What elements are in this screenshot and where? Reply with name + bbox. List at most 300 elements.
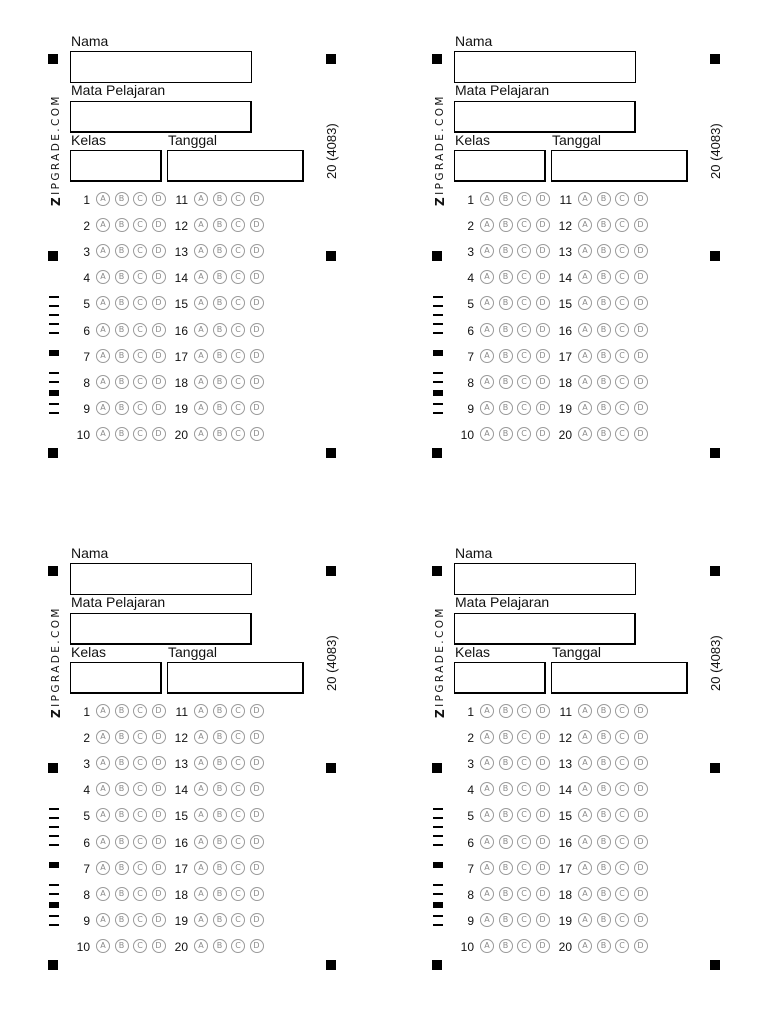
- answer-bubble-a[interactable]: A: [578, 835, 592, 849]
- answer-bubble-d[interactable]: D: [250, 427, 264, 441]
- answer-bubble-a[interactable]: A: [578, 808, 592, 822]
- answer-bubble-b[interactable]: B: [597, 349, 611, 363]
- answer-bubble-d[interactable]: D: [152, 887, 166, 901]
- answer-bubble-c[interactable]: C: [133, 756, 147, 770]
- answer-bubble-c[interactable]: C: [231, 808, 245, 822]
- answer-bubble-d[interactable]: D: [634, 375, 648, 389]
- answer-bubble-d[interactable]: D: [634, 782, 648, 796]
- answer-bubble-a[interactable]: A: [194, 427, 208, 441]
- answer-bubble-b[interactable]: B: [499, 375, 513, 389]
- answer-bubble-b[interactable]: B: [597, 808, 611, 822]
- answer-bubble-a[interactable]: A: [96, 835, 110, 849]
- answer-bubble-b[interactable]: B: [213, 401, 227, 415]
- answer-bubble-b[interactable]: B: [213, 323, 227, 337]
- answer-bubble-b[interactable]: B: [115, 782, 129, 796]
- answer-bubble-b[interactable]: B: [115, 244, 129, 258]
- answer-bubble-b[interactable]: B: [213, 192, 227, 206]
- answer-bubble-d[interactable]: D: [634, 887, 648, 901]
- answer-bubble-d[interactable]: D: [152, 349, 166, 363]
- answer-bubble-d[interactable]: D: [536, 835, 550, 849]
- answer-bubble-d[interactable]: D: [634, 808, 648, 822]
- answer-bubble-d[interactable]: D: [250, 323, 264, 337]
- answer-bubble-b[interactable]: B: [213, 939, 227, 953]
- answer-bubble-c[interactable]: C: [231, 704, 245, 718]
- answer-bubble-c[interactable]: C: [133, 427, 147, 441]
- answer-bubble-d[interactable]: D: [634, 835, 648, 849]
- answer-bubble-c[interactable]: C: [615, 808, 629, 822]
- answer-bubble-c[interactable]: C: [517, 756, 531, 770]
- answer-bubble-a[interactable]: A: [194, 782, 208, 796]
- answer-bubble-b[interactable]: B: [115, 427, 129, 441]
- answer-bubble-d[interactable]: D: [250, 704, 264, 718]
- answer-bubble-b[interactable]: B: [213, 270, 227, 284]
- answer-bubble-a[interactable]: A: [480, 887, 494, 901]
- answer-bubble-b[interactable]: B: [499, 704, 513, 718]
- answer-bubble-d[interactable]: D: [250, 192, 264, 206]
- answer-bubble-d[interactable]: D: [152, 756, 166, 770]
- answer-bubble-c[interactable]: C: [517, 939, 531, 953]
- answer-bubble-b[interactable]: B: [499, 218, 513, 232]
- answer-bubble-a[interactable]: A: [96, 218, 110, 232]
- answer-bubble-d[interactable]: D: [634, 704, 648, 718]
- answer-bubble-a[interactable]: A: [194, 939, 208, 953]
- answer-bubble-c[interactable]: C: [517, 835, 531, 849]
- answer-bubble-d[interactable]: D: [250, 887, 264, 901]
- answer-bubble-a[interactable]: A: [194, 808, 208, 822]
- answer-bubble-a[interactable]: A: [578, 296, 592, 310]
- answer-bubble-c[interactable]: C: [615, 704, 629, 718]
- answer-bubble-c[interactable]: C: [517, 401, 531, 415]
- answer-bubble-a[interactable]: A: [578, 939, 592, 953]
- answer-bubble-a[interactable]: A: [96, 704, 110, 718]
- answer-bubble-c[interactable]: C: [615, 887, 629, 901]
- answer-bubble-b[interactable]: B: [597, 756, 611, 770]
- answer-bubble-a[interactable]: A: [480, 730, 494, 744]
- answer-bubble-b[interactable]: B: [499, 887, 513, 901]
- answer-bubble-d[interactable]: D: [250, 808, 264, 822]
- answer-bubble-a[interactable]: A: [96, 913, 110, 927]
- answer-bubble-b[interactable]: B: [213, 218, 227, 232]
- answer-bubble-a[interactable]: A: [194, 861, 208, 875]
- answer-bubble-c[interactable]: C: [615, 730, 629, 744]
- answer-bubble-d[interactable]: D: [634, 296, 648, 310]
- answer-bubble-c[interactable]: C: [133, 270, 147, 284]
- answer-bubble-c[interactable]: C: [231, 835, 245, 849]
- answer-bubble-a[interactable]: A: [194, 244, 208, 258]
- answer-bubble-d[interactable]: D: [634, 427, 648, 441]
- answer-bubble-b[interactable]: B: [597, 323, 611, 337]
- subject-field[interactable]: [454, 101, 636, 133]
- answer-bubble-a[interactable]: A: [578, 218, 592, 232]
- answer-bubble-a[interactable]: A: [194, 218, 208, 232]
- answer-bubble-c[interactable]: C: [133, 349, 147, 363]
- answer-bubble-a[interactable]: A: [578, 244, 592, 258]
- answer-bubble-d[interactable]: D: [536, 756, 550, 770]
- answer-bubble-b[interactable]: B: [213, 704, 227, 718]
- answer-bubble-d[interactable]: D: [250, 913, 264, 927]
- answer-bubble-c[interactable]: C: [615, 270, 629, 284]
- answer-bubble-a[interactable]: A: [480, 939, 494, 953]
- answer-bubble-d[interactable]: D: [152, 861, 166, 875]
- answer-bubble-b[interactable]: B: [499, 808, 513, 822]
- answer-bubble-c[interactable]: C: [133, 704, 147, 718]
- answer-bubble-c[interactable]: C: [615, 401, 629, 415]
- answer-bubble-d[interactable]: D: [536, 939, 550, 953]
- answer-bubble-b[interactable]: B: [213, 861, 227, 875]
- answer-bubble-b[interactable]: B: [597, 375, 611, 389]
- answer-bubble-a[interactable]: A: [96, 427, 110, 441]
- answer-bubble-a[interactable]: A: [578, 782, 592, 796]
- answer-bubble-d[interactable]: D: [250, 861, 264, 875]
- answer-bubble-b[interactable]: B: [597, 835, 611, 849]
- answer-bubble-b[interactable]: B: [213, 244, 227, 258]
- answer-bubble-d[interactable]: D: [634, 913, 648, 927]
- answer-bubble-c[interactable]: C: [231, 401, 245, 415]
- answer-bubble-a[interactable]: A: [578, 913, 592, 927]
- answer-bubble-a[interactable]: A: [578, 861, 592, 875]
- answer-bubble-c[interactable]: C: [133, 218, 147, 232]
- answer-bubble-b[interactable]: B: [597, 704, 611, 718]
- answer-bubble-c[interactable]: C: [133, 192, 147, 206]
- answer-bubble-b[interactable]: B: [499, 756, 513, 770]
- answer-bubble-a[interactable]: A: [96, 808, 110, 822]
- answer-bubble-d[interactable]: D: [536, 244, 550, 258]
- answer-bubble-a[interactable]: A: [578, 192, 592, 206]
- name-field[interactable]: [454, 51, 636, 83]
- answer-bubble-b[interactable]: B: [115, 349, 129, 363]
- answer-bubble-c[interactable]: C: [231, 939, 245, 953]
- answer-bubble-c[interactable]: C: [517, 704, 531, 718]
- answer-bubble-a[interactable]: A: [480, 808, 494, 822]
- answer-bubble-d[interactable]: D: [634, 756, 648, 770]
- answer-bubble-d[interactable]: D: [634, 270, 648, 284]
- answer-bubble-d[interactable]: D: [250, 756, 264, 770]
- answer-bubble-a[interactable]: A: [194, 756, 208, 770]
- answer-bubble-b[interactable]: B: [597, 939, 611, 953]
- class-field[interactable]: [454, 662, 546, 694]
- answer-bubble-d[interactable]: D: [152, 913, 166, 927]
- answer-bubble-a[interactable]: A: [96, 939, 110, 953]
- answer-bubble-d[interactable]: D: [634, 244, 648, 258]
- answer-bubble-c[interactable]: C: [517, 323, 531, 337]
- answer-bubble-b[interactable]: B: [213, 349, 227, 363]
- answer-bubble-a[interactable]: A: [194, 401, 208, 415]
- answer-bubble-c[interactable]: C: [133, 296, 147, 310]
- answer-bubble-d[interactable]: D: [634, 218, 648, 232]
- answer-bubble-c[interactable]: C: [133, 913, 147, 927]
- answer-bubble-a[interactable]: A: [96, 296, 110, 310]
- answer-bubble-d[interactable]: D: [634, 401, 648, 415]
- answer-bubble-b[interactable]: B: [499, 192, 513, 206]
- answer-bubble-b[interactable]: B: [597, 861, 611, 875]
- answer-bubble-d[interactable]: D: [536, 704, 550, 718]
- answer-bubble-a[interactable]: A: [480, 704, 494, 718]
- answer-bubble-b[interactable]: B: [115, 808, 129, 822]
- answer-bubble-d[interactable]: D: [536, 808, 550, 822]
- answer-bubble-a[interactable]: A: [480, 218, 494, 232]
- answer-bubble-a[interactable]: A: [194, 323, 208, 337]
- answer-bubble-a[interactable]: A: [194, 296, 208, 310]
- answer-bubble-b[interactable]: B: [499, 939, 513, 953]
- answer-bubble-a[interactable]: A: [480, 192, 494, 206]
- answer-bubble-c[interactable]: C: [231, 730, 245, 744]
- name-field[interactable]: [70, 563, 252, 595]
- answer-bubble-d[interactable]: D: [152, 782, 166, 796]
- answer-bubble-c[interactable]: C: [133, 375, 147, 389]
- answer-bubble-d[interactable]: D: [536, 887, 550, 901]
- date-field[interactable]: [551, 662, 688, 694]
- answer-bubble-b[interactable]: B: [213, 808, 227, 822]
- answer-bubble-d[interactable]: D: [152, 808, 166, 822]
- answer-bubble-b[interactable]: B: [499, 913, 513, 927]
- answer-bubble-a[interactable]: A: [96, 375, 110, 389]
- answer-bubble-d[interactable]: D: [152, 323, 166, 337]
- answer-bubble-d[interactable]: D: [152, 192, 166, 206]
- subject-field[interactable]: [70, 101, 252, 133]
- answer-bubble-b[interactable]: B: [597, 244, 611, 258]
- answer-bubble-a[interactable]: A: [194, 704, 208, 718]
- answer-bubble-c[interactable]: C: [517, 427, 531, 441]
- answer-bubble-c[interactable]: C: [517, 913, 531, 927]
- answer-bubble-b[interactable]: B: [115, 939, 129, 953]
- answer-bubble-a[interactable]: A: [480, 375, 494, 389]
- answer-bubble-a[interactable]: A: [96, 244, 110, 258]
- answer-bubble-b[interactable]: B: [213, 913, 227, 927]
- answer-bubble-b[interactable]: B: [115, 756, 129, 770]
- answer-bubble-d[interactable]: D: [536, 730, 550, 744]
- date-field[interactable]: [167, 150, 304, 182]
- answer-bubble-c[interactable]: C: [615, 756, 629, 770]
- answer-bubble-a[interactable]: A: [480, 244, 494, 258]
- answer-bubble-d[interactable]: D: [250, 244, 264, 258]
- answer-bubble-b[interactable]: B: [597, 270, 611, 284]
- answer-bubble-c[interactable]: C: [133, 808, 147, 822]
- answer-bubble-b[interactable]: B: [499, 323, 513, 337]
- date-field[interactable]: [551, 150, 688, 182]
- answer-bubble-a[interactable]: A: [194, 192, 208, 206]
- answer-bubble-a[interactable]: A: [194, 375, 208, 389]
- answer-bubble-b[interactable]: B: [597, 730, 611, 744]
- answer-bubble-b[interactable]: B: [213, 427, 227, 441]
- subject-field[interactable]: [454, 613, 636, 645]
- answer-bubble-c[interactable]: C: [615, 427, 629, 441]
- answer-bubble-c[interactable]: C: [615, 296, 629, 310]
- answer-bubble-b[interactable]: B: [213, 296, 227, 310]
- answer-bubble-a[interactable]: A: [96, 887, 110, 901]
- answer-bubble-b[interactable]: B: [499, 861, 513, 875]
- answer-bubble-d[interactable]: D: [250, 401, 264, 415]
- answer-bubble-c[interactable]: C: [517, 270, 531, 284]
- answer-bubble-c[interactable]: C: [517, 861, 531, 875]
- answer-bubble-d[interactable]: D: [152, 939, 166, 953]
- answer-bubble-d[interactable]: D: [536, 270, 550, 284]
- answer-bubble-d[interactable]: D: [536, 296, 550, 310]
- answer-bubble-b[interactable]: B: [115, 835, 129, 849]
- answer-bubble-d[interactable]: D: [152, 730, 166, 744]
- answer-bubble-a[interactable]: A: [96, 756, 110, 770]
- answer-bubble-b[interactable]: B: [499, 244, 513, 258]
- answer-bubble-b[interactable]: B: [597, 782, 611, 796]
- answer-bubble-b[interactable]: B: [499, 270, 513, 284]
- answer-bubble-c[interactable]: C: [231, 218, 245, 232]
- answer-bubble-a[interactable]: A: [96, 270, 110, 284]
- answer-bubble-c[interactable]: C: [133, 782, 147, 796]
- answer-bubble-d[interactable]: D: [536, 375, 550, 389]
- answer-bubble-c[interactable]: C: [231, 323, 245, 337]
- answer-bubble-b[interactable]: B: [115, 296, 129, 310]
- answer-bubble-a[interactable]: A: [194, 270, 208, 284]
- name-field[interactable]: [70, 51, 252, 83]
- answer-bubble-c[interactable]: C: [517, 296, 531, 310]
- answer-bubble-a[interactable]: A: [578, 323, 592, 337]
- answer-bubble-d[interactable]: D: [536, 401, 550, 415]
- answer-bubble-b[interactable]: B: [597, 296, 611, 310]
- answer-bubble-c[interactable]: C: [133, 730, 147, 744]
- class-field[interactable]: [70, 662, 162, 694]
- answer-bubble-d[interactable]: D: [536, 349, 550, 363]
- answer-bubble-b[interactable]: B: [499, 401, 513, 415]
- answer-bubble-d[interactable]: D: [152, 427, 166, 441]
- answer-bubble-b[interactable]: B: [115, 218, 129, 232]
- answer-bubble-b[interactable]: B: [115, 913, 129, 927]
- answer-bubble-c[interactable]: C: [133, 861, 147, 875]
- answer-bubble-d[interactable]: D: [634, 730, 648, 744]
- answer-bubble-c[interactable]: C: [231, 244, 245, 258]
- answer-bubble-d[interactable]: D: [634, 861, 648, 875]
- answer-bubble-c[interactable]: C: [231, 913, 245, 927]
- answer-bubble-a[interactable]: A: [96, 349, 110, 363]
- answer-bubble-c[interactable]: C: [133, 401, 147, 415]
- answer-bubble-a[interactable]: A: [194, 887, 208, 901]
- answer-bubble-c[interactable]: C: [133, 887, 147, 901]
- answer-bubble-c[interactable]: C: [517, 808, 531, 822]
- class-field[interactable]: [454, 150, 546, 182]
- answer-bubble-c[interactable]: C: [615, 375, 629, 389]
- answer-bubble-b[interactable]: B: [115, 730, 129, 744]
- answer-bubble-d[interactable]: D: [152, 401, 166, 415]
- answer-bubble-d[interactable]: D: [152, 835, 166, 849]
- answer-bubble-b[interactable]: B: [499, 296, 513, 310]
- answer-bubble-a[interactable]: A: [480, 782, 494, 796]
- answer-bubble-c[interactable]: C: [517, 782, 531, 796]
- answer-bubble-c[interactable]: C: [615, 192, 629, 206]
- answer-bubble-b[interactable]: B: [115, 887, 129, 901]
- answer-bubble-b[interactable]: B: [597, 192, 611, 206]
- answer-bubble-a[interactable]: A: [194, 730, 208, 744]
- answer-bubble-b[interactable]: B: [597, 427, 611, 441]
- answer-bubble-c[interactable]: C: [615, 323, 629, 337]
- answer-bubble-a[interactable]: A: [578, 270, 592, 284]
- answer-bubble-b[interactable]: B: [499, 349, 513, 363]
- date-field[interactable]: [167, 662, 304, 694]
- answer-bubble-c[interactable]: C: [615, 913, 629, 927]
- answer-bubble-a[interactable]: A: [96, 401, 110, 415]
- answer-bubble-a[interactable]: A: [578, 730, 592, 744]
- answer-bubble-c[interactable]: C: [231, 756, 245, 770]
- answer-bubble-d[interactable]: D: [536, 192, 550, 206]
- answer-bubble-c[interactable]: C: [231, 782, 245, 796]
- answer-bubble-a[interactable]: A: [578, 427, 592, 441]
- answer-bubble-b[interactable]: B: [213, 835, 227, 849]
- answer-bubble-b[interactable]: B: [597, 218, 611, 232]
- answer-bubble-c[interactable]: C: [615, 861, 629, 875]
- subject-field[interactable]: [70, 613, 252, 645]
- answer-bubble-b[interactable]: B: [213, 756, 227, 770]
- answer-bubble-a[interactable]: A: [194, 349, 208, 363]
- answer-bubble-d[interactable]: D: [634, 939, 648, 953]
- answer-bubble-a[interactable]: A: [578, 704, 592, 718]
- answer-bubble-c[interactable]: C: [133, 323, 147, 337]
- answer-bubble-d[interactable]: D: [536, 323, 550, 337]
- answer-bubble-b[interactable]: B: [213, 782, 227, 796]
- answer-bubble-b[interactable]: B: [213, 887, 227, 901]
- answer-bubble-b[interactable]: B: [115, 192, 129, 206]
- answer-bubble-d[interactable]: D: [152, 218, 166, 232]
- answer-bubble-d[interactable]: D: [152, 704, 166, 718]
- answer-bubble-a[interactable]: A: [96, 730, 110, 744]
- answer-bubble-d[interactable]: D: [152, 296, 166, 310]
- answer-bubble-a[interactable]: A: [194, 835, 208, 849]
- answer-bubble-a[interactable]: A: [578, 887, 592, 901]
- answer-bubble-d[interactable]: D: [536, 427, 550, 441]
- answer-bubble-c[interactable]: C: [615, 835, 629, 849]
- answer-bubble-c[interactable]: C: [231, 887, 245, 901]
- answer-bubble-d[interactable]: D: [536, 913, 550, 927]
- answer-bubble-b[interactable]: B: [597, 401, 611, 415]
- answer-bubble-a[interactable]: A: [480, 835, 494, 849]
- answer-bubble-b[interactable]: B: [115, 323, 129, 337]
- answer-bubble-d[interactable]: D: [250, 782, 264, 796]
- answer-bubble-d[interactable]: D: [250, 349, 264, 363]
- answer-bubble-b[interactable]: B: [115, 401, 129, 415]
- answer-bubble-d[interactable]: D: [250, 835, 264, 849]
- answer-bubble-a[interactable]: A: [578, 401, 592, 415]
- answer-bubble-c[interactable]: C: [517, 730, 531, 744]
- answer-bubble-d[interactable]: D: [152, 375, 166, 389]
- answer-bubble-c[interactable]: C: [615, 218, 629, 232]
- answer-bubble-d[interactable]: D: [250, 730, 264, 744]
- answer-bubble-c[interactable]: C: [231, 270, 245, 284]
- answer-bubble-d[interactable]: D: [250, 296, 264, 310]
- answer-bubble-c[interactable]: C: [133, 939, 147, 953]
- answer-bubble-a[interactable]: A: [96, 861, 110, 875]
- answer-bubble-a[interactable]: A: [96, 782, 110, 796]
- answer-bubble-a[interactable]: A: [194, 913, 208, 927]
- answer-bubble-a[interactable]: A: [480, 270, 494, 284]
- answer-bubble-a[interactable]: A: [480, 349, 494, 363]
- answer-bubble-a[interactable]: A: [96, 323, 110, 337]
- answer-bubble-d[interactable]: D: [634, 349, 648, 363]
- answer-bubble-c[interactable]: C: [133, 835, 147, 849]
- answer-bubble-b[interactable]: B: [115, 375, 129, 389]
- answer-bubble-d[interactable]: D: [536, 782, 550, 796]
- name-field[interactable]: [454, 563, 636, 595]
- answer-bubble-a[interactable]: A: [480, 913, 494, 927]
- answer-bubble-a[interactable]: A: [480, 401, 494, 415]
- answer-bubble-d[interactable]: D: [152, 244, 166, 258]
- answer-bubble-d[interactable]: D: [536, 861, 550, 875]
- answer-bubble-b[interactable]: B: [115, 704, 129, 718]
- answer-bubble-b[interactable]: B: [499, 782, 513, 796]
- answer-bubble-c[interactable]: C: [517, 244, 531, 258]
- answer-bubble-c[interactable]: C: [231, 375, 245, 389]
- answer-bubble-a[interactable]: A: [96, 192, 110, 206]
- answer-bubble-d[interactable]: D: [634, 323, 648, 337]
- answer-bubble-c[interactable]: C: [615, 349, 629, 363]
- answer-bubble-d[interactable]: D: [250, 375, 264, 389]
- answer-bubble-a[interactable]: A: [480, 323, 494, 337]
- answer-bubble-c[interactable]: C: [615, 939, 629, 953]
